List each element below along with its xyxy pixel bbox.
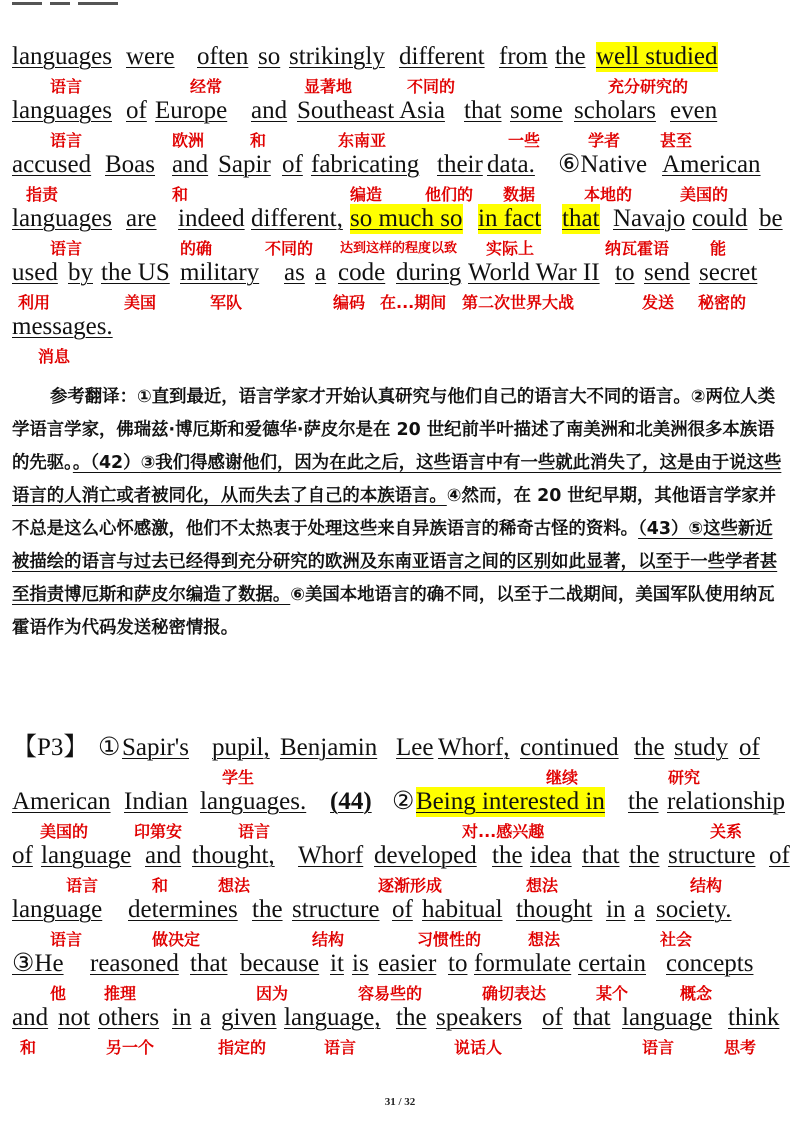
english-line-6 [12,312,788,342]
english-word: language, [284,1004,381,1031]
p3-gloss-line-2 [0,821,800,843]
english-word: be [759,205,783,232]
gloss: 军队 [210,293,243,312]
english-word: and [145,842,182,869]
gloss: 另一个 [106,1038,155,1057]
english-word: concepts [666,950,754,977]
english-word: of [392,896,413,923]
gloss: 能 [710,239,727,258]
english-word: the [555,43,586,70]
gloss: 说话人 [454,1038,503,1057]
english-word: habitual [422,896,503,923]
gloss: 语言 [50,239,83,258]
english-word: Boas [105,151,155,178]
question-marker-44: (44) [330,788,372,815]
gloss-line-4 [0,238,800,260]
english-word: their [437,151,483,178]
gloss-line-3 [0,184,800,206]
gloss: 概念 [680,984,713,1003]
english-word: often [197,43,249,70]
english-word: the [634,734,665,761]
english-word: Europe [155,97,228,124]
english-word: American [12,788,111,815]
p3-gloss-line-1 [0,767,800,789]
english-word: of [282,151,303,178]
english-word: language [12,896,103,923]
gloss: 在...期间 [380,293,447,312]
english-word: Indian [124,788,188,815]
english-word: structure [668,842,756,869]
english-word: are [126,205,157,232]
english-word: American [662,151,761,178]
english-word: languages [12,205,112,232]
english-word: thought [516,896,593,923]
gloss: 显著地 [304,77,353,96]
english-word: indeed [178,205,245,232]
p3-line-3 [12,841,788,871]
english-word: Whorf [298,842,364,869]
english-word: society. [656,896,732,923]
gloss: 想法 [218,876,251,895]
english-word: formulate [474,950,572,977]
p3-gloss-line-5 [0,983,800,1005]
gloss: 语言 [238,822,271,841]
gloss-line-1 [0,76,800,98]
gloss: 经常 [190,77,223,96]
highlighted-phrase: Being interested in [416,788,605,815]
gloss: 美国的 [40,822,89,841]
english-word: easier [378,950,437,977]
english-word: reasoned [90,950,179,977]
english-word: of [769,842,790,869]
p3-gloss-line-4 [0,929,800,951]
gloss: 对...感兴趣 [462,822,545,841]
cropped-text-fragment [12,2,152,8]
english-word: and [12,1004,49,1031]
gloss: 习惯性的 [417,930,482,949]
gloss: 他 [50,984,67,1003]
english-word: were [126,43,175,70]
english-line-5 [12,258,788,288]
gloss: 不同的 [265,239,314,258]
gloss: 的确 [180,239,213,258]
english-word: accused [12,151,92,178]
english-line-4 [12,204,788,234]
gloss: 社会 [660,930,693,949]
english-word: could [692,205,748,232]
english-word: of [739,734,760,761]
english-word: Whorf, [438,734,510,761]
gloss: 想法 [526,876,559,895]
english-word: different [399,43,485,70]
english-word: used [12,259,58,286]
english-word: so [258,43,281,70]
english-word: the US [101,259,170,286]
gloss: 数据 [503,185,536,204]
gloss: 发送 [642,293,675,312]
english-word: and [172,151,209,178]
gloss: 结构 [312,930,345,949]
english-line-1 [12,42,788,72]
p3-line-1 [12,733,788,763]
english-word: ③He [12,950,64,977]
gloss-line-2 [0,130,800,152]
english-word: in [172,1004,192,1031]
gloss: 容易些的 [358,984,423,1003]
gloss: 美国 [124,293,157,312]
english-word: that [573,1004,611,1031]
english-word: send [644,259,690,286]
gloss: 印第安 [134,822,183,841]
gloss: 思考 [724,1038,757,1057]
question-marker: 。（42） [72,453,141,473]
english-word: thought, [192,842,275,869]
english-word: military [180,259,260,286]
highlighted-phrase: well studied [596,43,718,70]
p3-line-2 [12,787,788,817]
highlighted-phrase: that [562,205,600,232]
gloss: 编造 [350,185,383,204]
gloss: 确切表达 [482,984,547,1003]
english-word: to [615,259,635,286]
gloss: 学者 [588,131,621,150]
english-word: that [582,842,620,869]
english-word: of [126,97,147,124]
gloss: 消息 [38,347,71,366]
gloss: 某个 [596,984,629,1003]
gloss: 充分研究的 [608,77,689,96]
english-word: of [542,1004,563,1031]
gloss: 和 [172,185,189,204]
paragraph-label: 【P3】 [12,734,89,761]
gloss: 结构 [690,876,723,895]
gloss: 学生 [222,768,255,787]
gloss: 秘密的 [698,293,747,312]
gloss: 语言 [642,1038,675,1057]
english-word: by [68,259,93,286]
gloss: 因为 [256,984,289,1003]
english-word: secret [699,259,758,286]
english-word: Navajo [613,205,686,232]
translation-prefix: 参考翻译： [50,387,137,407]
gloss: 东南亚 [338,131,387,150]
english-word: language [622,1004,713,1031]
english-word: of [12,842,33,869]
english-word: languages [12,97,112,124]
gloss: 指定的 [218,1038,267,1057]
p3-line-5 [12,949,788,979]
english-word: the [252,896,283,923]
english-word: even [670,97,718,124]
english-word: continued [520,734,619,761]
gloss: 语言 [324,1038,357,1057]
p3-gloss-line-3 [0,875,800,897]
english-word: determines [128,896,238,923]
english-word: the [628,788,659,815]
gloss: 语言 [50,930,83,949]
gloss: 和 [152,876,169,895]
english-word: pupil, [212,734,270,761]
english-word: the [492,842,523,869]
gloss: 做决定 [152,930,201,949]
gloss: 编码 [333,293,366,312]
translation-text: ④然而，在 20 世纪早期，其他语言学家并不总是这么心怀感激，他们不太热衷于处理这些来自异族语言的稀奇古怪的资料。 [12,486,777,539]
english-word: languages. [200,788,307,815]
english-word: a [315,259,327,286]
english-line-3 [12,150,788,180]
gloss: 继续 [546,768,579,787]
highlighted-phrase: so much so [350,205,463,232]
gloss: 逐渐形成 [378,876,443,895]
sentence-number: ② [392,788,415,815]
english-word: strikingly [289,43,385,70]
english-word: speakers [436,1004,523,1031]
gloss: 美国的 [680,185,729,204]
p3-line-4 [12,895,788,925]
english-word: is [352,950,369,977]
page-number: 31 / 32 [384,1096,416,1108]
english-word: think [728,1004,780,1031]
english-word: it [330,950,344,977]
translation-underlined: （43）⑤这些新近被描绘的语言与过去已经得到充分研究的欧洲及东南亚语言之间的区别如此显著，以至于一些学者甚至指责博厄斯和萨皮尔编造了数据。 [12,519,778,605]
gloss: 想法 [528,930,561,949]
gloss: 和 [250,131,267,150]
english-word: not [58,1004,90,1031]
gloss: 第二次世界大战 [462,293,575,312]
english-word: developed [374,842,477,869]
english-word: Sapir [218,151,271,178]
gloss: 指责 [26,185,59,204]
translation-text: ①直到最近，语言学家才开始认真研究与他们自己的语言大不同的语言。②两位人类学语言学家，佛瑞兹·博厄斯和爱德华·萨皮尔是在 20 世纪前半叶描述了南美洲和北美洲很多本族语的先驱。 [12,387,776,473]
english-line-2 [12,96,788,126]
gloss: 达到这样的程度以致 [340,241,458,256]
gloss: 欧洲 [172,131,205,150]
english-word: others [98,1004,160,1031]
english-word: Benjamin [280,734,378,761]
sentence-number: ① [98,734,121,761]
gloss: 研究 [668,768,701,787]
english-word: structure [292,896,380,923]
gloss-line-6 [0,346,800,368]
english-word: messages. [12,313,113,340]
gloss: 本地的 [584,185,633,204]
english-word: languages [12,43,112,70]
english-word: during [396,259,462,286]
english-word: study [674,734,729,761]
english-word: that [190,950,228,977]
english-word: certain [578,950,647,977]
highlighted-phrase: in fact [478,205,542,232]
english-word: fabricating [311,151,420,178]
english-word: relationship [667,788,786,815]
reference-translation [12,381,788,645]
gloss: 语言 [66,876,99,895]
english-word: a [634,896,646,923]
english-word: the [396,1004,427,1031]
gloss: 利用 [18,293,51,312]
english-word: as [284,259,305,286]
english-word: some [510,97,563,124]
english-word: given [221,1004,277,1031]
english-word: scholars [574,97,656,124]
english-word: idea [530,842,572,869]
gloss: 甚至 [660,131,693,150]
english-word: different, [251,205,343,232]
gloss: 关系 [710,822,743,841]
english-word: to [448,950,468,977]
english-word: language [41,842,132,869]
english-word: data. [487,151,535,178]
gloss: 语言 [50,77,83,96]
english-word: from [499,43,548,70]
english-word: World War II [468,259,600,286]
english-word: Southeast Asia [297,97,445,124]
english-word: the [629,842,660,869]
english-word: code [338,259,386,286]
gloss: 和 [20,1038,37,1057]
gloss: 纳瓦霍语 [605,239,670,258]
english-word: that [464,97,502,124]
english-word: because [240,950,320,977]
english-word: Sapir's [122,734,190,761]
english-word: ⑥Native [558,151,648,178]
p3-line-6 [12,1003,788,1033]
english-word: Lee [396,734,434,761]
gloss: 不同的 [407,77,456,96]
p3-gloss-line-6 [0,1037,800,1059]
gloss: 推理 [104,984,137,1003]
english-word: a [200,1004,212,1031]
gloss: 他们的 [425,185,474,204]
english-word: and [251,97,288,124]
gloss: 实际上 [486,239,535,258]
gloss: 一些 [508,131,541,150]
translation-text: ⑥美国本地语言的确不同，以至于二战期间，美国军队使用纳瓦霍语作为代码发送秘密情报。 [12,585,775,638]
translation-underlined: ③我们得感谢他们，因为在此之后，这些语言中有一些就此消失了，这是由于说这些语言的人消亡或者被同化，从而失去了自己的本族语言。 [12,453,782,506]
gloss: 语言 [50,131,83,150]
english-word: in [606,896,626,923]
gloss-line-5 [0,292,800,314]
